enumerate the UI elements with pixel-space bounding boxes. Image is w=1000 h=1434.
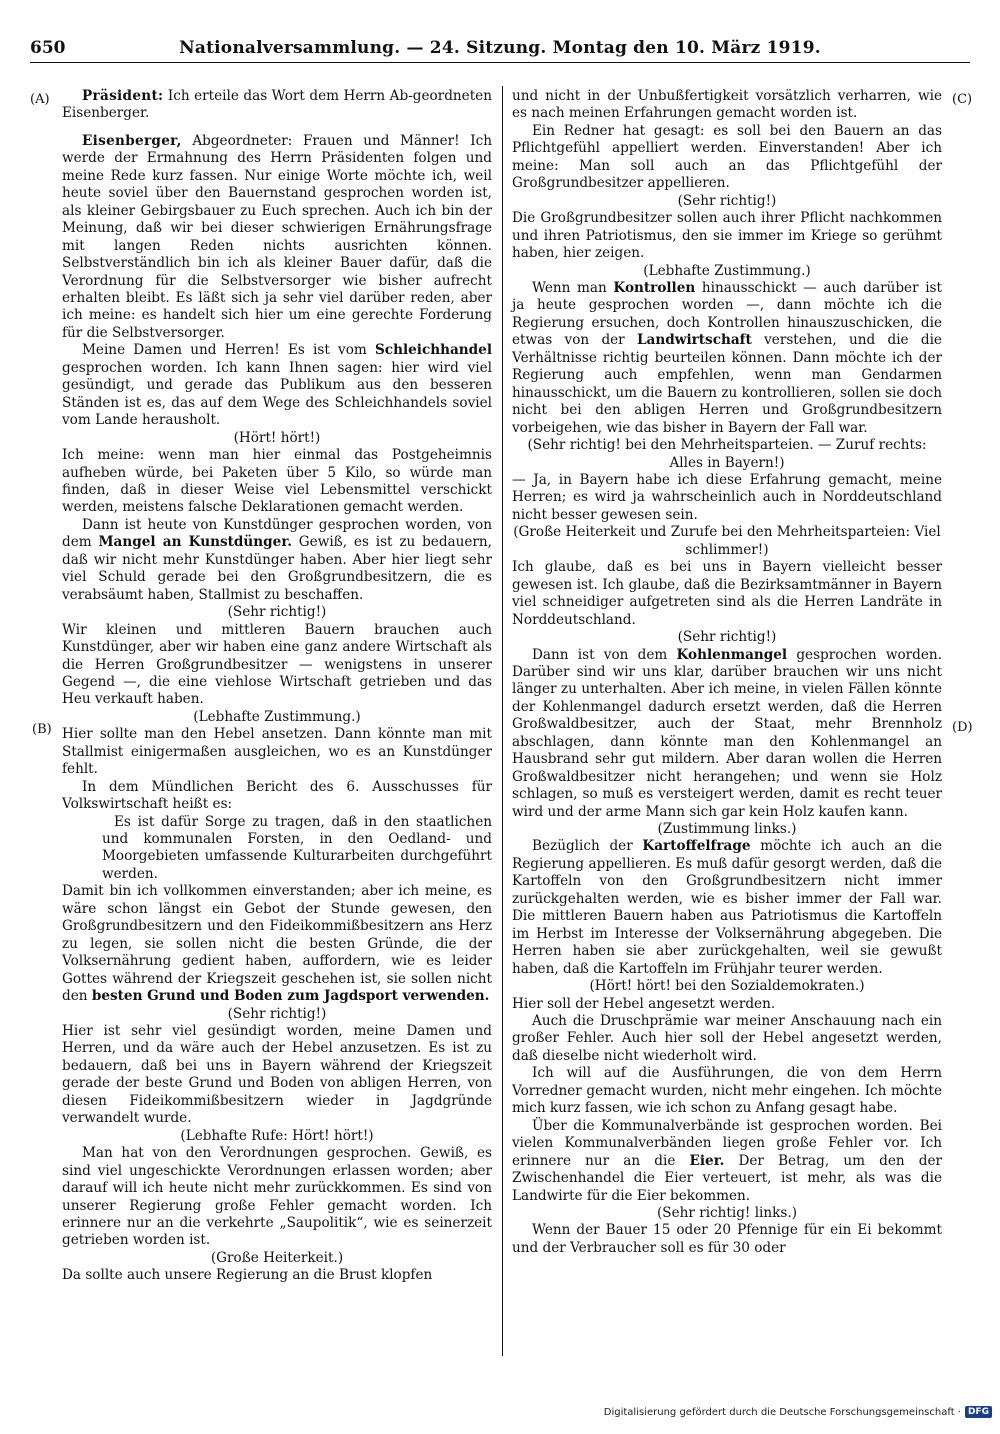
interjection: (Sehr richtig! bei den Mehrheitsparteien. — Zuruf rechts: Alles in Bayern!) <box>527 437 927 471</box>
digitization-credit <box>604 1406 992 1418</box>
margin-mark-b: (B) <box>32 722 52 737</box>
interjection: (Sehr richtig!) <box>677 192 777 209</box>
paragraph <box>512 1118 942 1205</box>
interjection: (Sehr richtig!) <box>227 604 327 621</box>
paragraph-text: Über die Kommunalverbände ist gesprochen worden. Bei vielen Kommunalverbänden liegen große Fehler vor. Ich erinnere nur an die <box>512 1117 942 1169</box>
speaker-name: Präsident: <box>82 88 164 104</box>
block-quote: Es ist dafür Sorge zu tragen, daß in den staatlichen und kommunalen Forsten, in den Oedland- und Moorgebieten umfassende Kulturarbeiten durchgeführt werden. <box>102 813 492 882</box>
paragraph: Hier soll der Hebel angesetzt werden. <box>512 995 776 1012</box>
column-divider <box>502 86 503 1356</box>
paragraph <box>62 342 492 429</box>
paragraph <box>62 133 492 342</box>
emphasis: Landwirtschaft <box>636 332 752 349</box>
paragraph-text: Meine Damen und Herren! Es ist vom <box>82 342 375 359</box>
paragraph: Ich glaube, daß es bei uns in Bayern vielleicht besser gewesen ist. Ich glaube, daß die Bezirksamtmänner in Bayern viel schneidiger aufgetreten sind als die Herren Landräte in Norddeutschland. <box>512 559 942 628</box>
credit-text: Digitalisierung gefördert durch die Deutsche Forschungsgemeinschaft · <box>603 1406 961 1418</box>
interjection: (Große Heiterkeit.) <box>210 1249 344 1266</box>
paragraph <box>62 517 492 604</box>
paragraph-text: gesprochen worden. Darüber sind wir uns klar, darüber brauchen wir uns nicht länger zu unterhalten. Aber ich meine, in vielen Fällen könnte der Kohlenmangel dadurch ersetzt werden, daß die Herren Großwaldbesitzer, auch der Staat, mehr Brennholz abschlagen, dann könnte man den Kohlenmangel an Hausbrand sehr gut mildern. Aber daran wollen die Herren Großwaldbesitzer nicht herangehen; und wenn sie Holz schlagen, so muß es versteigert werden, damit es recht teuer wird und der arme Mann sich gar kein Holz kaufen kann. <box>512 646 942 820</box>
paragraph: Wir kleinen und mittleren Bauern brauchen auch Kunstdünger, aber wir haben eine ganz andere Wirtschaft als die Herren Großgrundbesitzer — wenigstens in unserer Gegend —, die eine viehlose Wirtschaft getrieben und das Heu verkauft haben. <box>62 621 492 708</box>
interjection: (Lebhafte Zustimmung.) <box>193 708 361 725</box>
paragraph <box>62 88 492 123</box>
emphasis: Kontrollen <box>613 279 696 296</box>
paragraph: Da sollte auch unsere Regierung an die Brust klopfen <box>62 1267 433 1284</box>
paragraph-text: Abgeordneter: Frauen und Männer! Ich werde der Ermahnung des Herrn Präsidenten folgen und meine Rede kurz fassen. Nur einige Worte möchte ich, weil heute soviel über den Bauernstand gesprochen worden ist, als kleiner Gebirgsbauer zu Euch sprechen. Auch ich bin der Meinung, daß wir bei dieser schwierigen Ernährungsfrage mit langen Reden nichts ausrichten können. Selbstverständlich bin ich als kleiner Bauer dafür, daß die Verordnung für die Selbstversorger wie bisher aufrecht erhalten bleibt. Es läßt sich ja sehr viel darüber reden, aber ich meine: es handelt sich hier um eine gerechte Forderung für die Selbstversorger. <box>62 132 492 341</box>
speaker-name: Eisenberger, <box>82 132 182 149</box>
emphasis: Eier. <box>689 1152 725 1169</box>
left-column <box>62 88 492 1285</box>
paragraph: Wenn der Bauer 15 oder 20 Pfennige für ein Ei bekommt und der Verbraucher soll es für 30 oder <box>512 1222 942 1256</box>
paragraph: Ein Redner hat gesagt: es soll bei den Bauern an das Pflichtgefühl appelliert werden. Einverstanden! Aber ich meine: Man soll auch an das Pflichtgefühl der Großgrundbesitzer appellieren. <box>512 122 942 192</box>
emphasis: Schleichhandel <box>374 342 492 359</box>
emphasis: besten Grund und Boden zum Jagdsport verwenden. <box>91 988 490 1005</box>
paragraph-text: Bezüglich der <box>532 838 643 855</box>
interjection: (Zustimmung links.) <box>657 821 797 838</box>
paragraph: Hier ist sehr viel gesündigt worden, meine Damen und Herren, und da wäre auch der Hebel anzusetzen. Es ist zu bedauern, daß bei uns in Bayern während der Kriegszeit gerade der beste Grund und Boden von abligen Herren, von diesen Fideikommißbesitzern wieder in Jagdgründe verwandelt wurde. <box>62 1023 492 1127</box>
interjection: (Lebhafte Rufe: Hört! hört!) <box>180 1127 374 1144</box>
margin-mark-a: (A) <box>30 92 50 107</box>
interjection: (Hört! hört!) <box>233 429 321 446</box>
interjection: (Lebhafte Zustimmung.) <box>643 262 811 279</box>
paragraph: Ich meine: wenn man hier einmal das Postgeheimnis aufheben würde, bei Paketen über 5 Kilo, so würde man finden, daß in dieser Weise viel Lebensmittel verschickt werden, meistens falsche Deklarationen gemacht werden. <box>62 447 492 516</box>
paragraph: Man hat von den Verordnungen gesprochen. Gewiß, es sind viel ungeschickte Verordnungen erlassen worden; aber darauf will ich heute nicht mehr zurückkommen. Es sind von unserer Regierung große Fehler gemacht worden. Ich erinnere nur an die verkehrte „Saupolitik“, wie es seinerzeit getrieben worden ist. <box>62 1145 492 1249</box>
page-number: 650 <box>30 38 66 58</box>
interjection: (Sehr richtig!) <box>227 1005 327 1022</box>
paragraph-text: Damit bin ich vollkommen einverstanden; aber ich meine, es wäre schon längst ein Gebot der Stunde gewesen, den Großgrundbesitzern und den Fideikommißbesitzern ans Herz zu legen, sie sollen nicht die besten Gründe, die der Volksernährung gedient haben, auffordern, wie es leider Gottes während der Kriegszeit geschehen ist, sie sollen nicht den <box>62 883 492 1005</box>
paragraph: Auch die Druschprämie war meiner Anschauung nach ein großer Fehler. Auch hier soll der Hebel angesetzt werden, daß dieselbe nicht wiederholt wird. <box>512 1013 942 1064</box>
paragraph-text: Dann ist von dem <box>532 646 677 663</box>
paragraph-text: hinausschickt — auch darüber ist ja heute gesprochen worden —, dann möchte ich die Regierung ersuchen, doch Kontrollen hinauszuschicken, die etwas von der <box>512 279 942 349</box>
paragraph-text: Dann ist heute von Kunstdünger gesprochen worden, von dem <box>62 516 492 551</box>
paragraph-text: gesprochen worden. Ich kann Ihnen sagen: hier wird viel gesündigt, und gerade das Publikum aus den besseren Ständen ist es, das auf dem Wege des Schleichhandels soviel vom Lande herausholt. <box>62 359 492 429</box>
margin-mark-c: (C) <box>952 92 973 107</box>
emphasis: Kohlenmangel <box>676 646 788 663</box>
right-column <box>512 88 942 1257</box>
paragraph <box>62 883 492 1005</box>
paragraph <box>512 280 942 437</box>
paragraph: und nicht in der Unbußfertigkeit vorsätzlich verharren, wie es nach meinen Erfahrungen gemacht worden ist. <box>512 88 942 122</box>
paragraph-text: Ich erteile das Wort dem Herrn Ab-geordneten Eisenberger. <box>62 88 492 122</box>
paragraph: Ich will auf die Ausführungen, die von dem Herrn Vorredner gemacht wurden, nicht mehr eingehen. Ich möchte mich kurz fassen, wie ich schon zu Anfang gesagt habe. <box>512 1065 942 1117</box>
emphasis: Mangel an Kunstdünger. <box>98 534 292 551</box>
paragraph-text: verstehen, und die die Verhältnisse richtig beurteilen können. Dann möchte ich der Regierung auch empfehlen, wenn man Gendarmen hinausschickt, um die Bauern zu kontrollieren, sollen sie doch nicht bei den abligen Herren und Großgrundbesitzern vorbeigehen, wie das bisher in Bayern der Fall war. <box>512 332 942 436</box>
paragraph-text: Gewiß, es ist zu bedauern, daß wir nicht mehr Kunstdünger haben. Aber hier liegt sehr viel Schuld gerade bei den Großgrundbesitzern, die es verabsäumt haben, Stallmist zu beschaffen. <box>62 534 493 603</box>
paragraph: In dem Mündlichen Bericht des 6. Ausschusses für Volkswirtschaft heißt es: <box>62 778 492 813</box>
running-title: Nationalversammlung. — 24. Sitzung. Montag den 10. März 1919. <box>179 38 821 58</box>
header-rule <box>30 62 970 63</box>
paragraph <box>512 647 942 822</box>
interjection: (Sehr richtig! links.) <box>656 1205 798 1221</box>
margin-mark-d: (D) <box>952 720 973 735</box>
dfg-logo: DFG <box>965 1406 992 1418</box>
paragraph: Die Großgrundbesitzer sollen auch ihrer Pflicht nachkommen und ihren Patriotismus, den sie immer im Kriege so gerühmt haben, hier zeigen. <box>512 210 942 262</box>
paragraph: — Ja, in Bayern habe ich diese Erfahrung gemacht, meine Herren; es wird ja wahrscheinlich auch in Norddeutschland nicht besser gewesen sein. <box>512 471 942 523</box>
paragraph-text: Wenn man <box>532 279 614 296</box>
interjection: (Hört! hört! bei den Sozialdemokraten.) <box>589 978 865 995</box>
paragraph-text: möchte ich auch an die Regierung appellieren. Es muß dafür gesorgt werden, daß die Kartoffeln von den Großgrundbesitzern nicht immer zurückgehalten werden, wie es bisher immer der Fall war. Die mittleren Bauern haben aus Patriotismus die Kartoffeln im Herbst im Interesse der Volksernährung abgegeben. Die Herren haben sie aber zurückgehalten, weil sie gewußt haben, daß die Kartoffeln im Frühjahr teurer werden. <box>512 838 942 977</box>
paragraph: Hier sollte man den Hebel ansetzen. Dann könnte man mit Stallmist einigermaßen ausgleichen, wo es an Kunstdünger fehlt. <box>62 726 492 778</box>
interjection: (Große Heiterkeit und Zurufe bei den Mehrheitsparteien: Viel schlimmer!) <box>513 524 941 558</box>
emphasis: Kartoffelfrage <box>642 838 751 855</box>
paragraph <box>512 838 942 978</box>
paragraph-text: Der Betrag, um den der Zwischenhandel die Eier verteuert, ist mehr, als was die Landwirte für die Eier bekommen. <box>512 1152 943 1204</box>
interjection: (Sehr richtig!) <box>677 629 777 646</box>
